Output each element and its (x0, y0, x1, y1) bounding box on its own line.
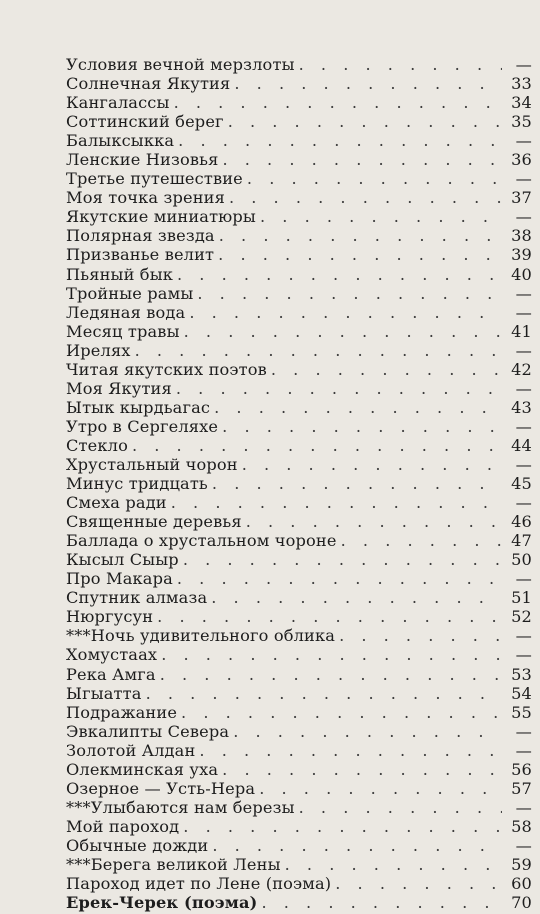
toc-entry (66, 798, 532, 817)
dot-leader (157, 607, 502, 626)
dot-leader (260, 207, 502, 226)
toc-entry-title: Кангалассы (66, 93, 170, 113)
dot-leader (181, 703, 502, 722)
toc-entry (66, 741, 532, 760)
toc-entry (66, 322, 532, 341)
toc-entry-page: — (515, 302, 532, 322)
toc-entry-page: 45 (511, 474, 532, 494)
toc-entry-title: Ирелях (66, 340, 131, 360)
toc-entry-title: Баллада о хрустальном чороне (66, 531, 337, 551)
toc-entry (66, 360, 532, 379)
toc-entry-title: Подражание (66, 702, 178, 722)
toc-entry-page: — (515, 55, 532, 74)
toc-entry (66, 893, 532, 912)
toc-entry-title: Балыксыкка (66, 131, 175, 151)
toc-entry (66, 265, 532, 284)
toc-entry (66, 550, 532, 569)
dot-leader (212, 836, 502, 855)
toc-entry-page: 42 (511, 359, 532, 379)
toc-entry-title: Хомустаах (66, 645, 158, 665)
toc-entry-page: 44 (511, 435, 532, 455)
toc-entry (66, 55, 532, 74)
toc-entry-title: Утро в Сергеляхе (66, 416, 219, 436)
dot-leader (285, 855, 502, 874)
toc-entry-page: 37 (511, 188, 532, 208)
toc-entry (66, 207, 532, 226)
toc-entry (66, 855, 532, 874)
toc-entry-title: Озерное — Усть-Нера (66, 778, 256, 798)
toc-entry-page: 43 (511, 397, 532, 417)
toc-entry (66, 245, 532, 264)
toc-entry (66, 779, 532, 798)
dot-leader (132, 436, 502, 455)
toc-entry-page: — (515, 493, 532, 513)
toc-entry-title: Ледяная вода (66, 302, 186, 322)
toc-entry-title: Эвкалипты Севера (66, 721, 230, 741)
dot-leader (171, 493, 502, 512)
toc-entry-title: Священные деревья (66, 512, 242, 532)
toc-entry-title: Моя Якутия (66, 378, 172, 398)
toc-entry (66, 607, 532, 626)
toc-entry-page: 60 (511, 874, 532, 894)
toc-entry-page: 40 (511, 264, 532, 284)
toc-entry-title: Полярная звезда (66, 226, 215, 246)
dot-leader (259, 779, 502, 798)
toc-entry-title: Олекминская уха (66, 759, 219, 779)
toc-entry-title: Золотой Алдан (66, 740, 196, 760)
toc-entry-title: Третье путешествие (66, 169, 243, 189)
dot-leader (218, 245, 502, 264)
toc-entry (66, 436, 532, 455)
toc-entry-title: Соттинский берег (66, 112, 224, 132)
toc-entry-page: 58 (511, 816, 532, 836)
toc-entry-title: Месяц травы (66, 321, 180, 341)
toc-entry-title: Тройные рамы (66, 283, 194, 303)
toc-entry-title: Обычные дожди (66, 835, 209, 855)
toc-entry-title: Моя точка зрения (66, 188, 225, 208)
toc-entry (66, 284, 532, 303)
toc-entry-title: Пароход идет по Лене (поэма) (66, 874, 332, 894)
toc-entry-page: 55 (511, 702, 532, 722)
toc-entry-page: — (515, 645, 532, 665)
dot-leader (183, 550, 502, 569)
toc-entry (66, 569, 532, 588)
dot-leader (299, 798, 502, 817)
dot-leader (199, 741, 502, 760)
dot-leader (229, 188, 502, 207)
toc-entry-page: 33 (511, 74, 532, 94)
dot-leader (222, 150, 502, 169)
toc-entry-title: ***Улыбаются нам березы (66, 797, 295, 817)
toc-entry-title: Хрустальный чорон (66, 454, 238, 474)
toc-entry-page: — (515, 454, 532, 474)
toc-entry-page: 47 (511, 531, 532, 551)
toc-entry-page: — (515, 131, 532, 151)
table-of-contents (66, 55, 532, 912)
dot-leader (212, 474, 502, 493)
toc-entry-page: 52 (511, 607, 532, 627)
toc-entry (66, 665, 532, 684)
toc-entry (66, 874, 532, 893)
dot-leader (339, 626, 502, 645)
toc-entry (66, 760, 532, 779)
toc-entry-title: Ерек-Черек (поэма) (66, 893, 258, 913)
dot-leader (242, 455, 502, 474)
toc-entry (66, 169, 532, 188)
dot-leader (160, 665, 502, 684)
toc-entry-title: Стекло (66, 435, 128, 455)
toc-entry (66, 398, 532, 417)
toc-entry-page: — (515, 169, 532, 189)
toc-entry-page: — (515, 283, 532, 303)
toc-entry-page: 53 (511, 664, 532, 684)
dot-leader (135, 341, 502, 360)
dot-leader (335, 874, 502, 893)
toc-entry-title: Река Амга (66, 664, 156, 684)
toc-entry-title: Ытык кырдьагас (66, 397, 211, 417)
dot-leader (341, 531, 502, 550)
toc-entry (66, 150, 532, 169)
toc-entry-title: Смеха ради (66, 493, 167, 513)
toc-entry-page: — (515, 340, 532, 360)
toc-entry-title: Про Макара (66, 569, 173, 589)
toc-entry-page: — (515, 797, 532, 817)
toc-entry-title: Условия вечной мерзлоты (66, 55, 295, 74)
toc-entry-title: Кысыл Сыыр (66, 550, 179, 570)
dot-leader (222, 417, 502, 436)
toc-entry (66, 226, 532, 245)
toc-entry-title: Ленские Низовья (66, 150, 219, 170)
dot-leader (161, 645, 502, 664)
toc-entry-page: 36 (511, 150, 532, 170)
toc-entry-page: — (515, 721, 532, 741)
toc-entry-page: 56 (511, 759, 532, 779)
toc-entry-title: ***Берега великой Лены (66, 854, 281, 874)
toc-entry-page: 38 (511, 226, 532, 246)
toc-entry-page: 41 (511, 321, 532, 341)
dot-leader (219, 226, 502, 245)
toc-entry-title: Читая якутских поэтов (66, 359, 267, 379)
toc-entry-page: 39 (511, 245, 532, 265)
dot-leader (214, 398, 502, 417)
dot-leader (261, 893, 502, 912)
dot-leader (247, 169, 502, 188)
dot-leader (222, 760, 502, 779)
toc-entry (66, 684, 532, 703)
toc-entry (66, 341, 532, 360)
toc-entry (66, 531, 532, 550)
toc-entry (66, 493, 532, 512)
dot-leader (211, 588, 502, 607)
dot-leader (233, 722, 502, 741)
toc-entry-page: 50 (511, 550, 532, 570)
toc-entry (66, 703, 532, 722)
toc-entry (66, 417, 532, 436)
dot-leader (178, 131, 502, 150)
dot-leader (299, 55, 502, 74)
toc-entry-page: — (515, 740, 532, 760)
toc-entry-page: — (515, 378, 532, 398)
toc-entry (66, 474, 532, 493)
toc-entry-page: 54 (511, 683, 532, 703)
dot-leader (184, 322, 502, 341)
toc-entry-title: Солнечная Якутия (66, 74, 231, 94)
toc-entry (66, 512, 532, 531)
toc-entry-page: — (515, 626, 532, 646)
toc-entry-title: Ыгыатта (66, 683, 142, 703)
toc-entry (66, 303, 532, 322)
toc-entry-page: — (515, 416, 532, 436)
toc-entry-title: Пьяный бык (66, 264, 173, 284)
toc-entry (66, 112, 532, 131)
toc-entry (66, 588, 532, 607)
toc-entry-page: 51 (511, 588, 532, 608)
toc-entry (66, 722, 532, 741)
dot-leader (234, 74, 502, 93)
toc-entry (66, 379, 532, 398)
dot-leader (271, 360, 502, 379)
dot-leader (177, 569, 502, 588)
toc-entry (66, 645, 532, 664)
toc-entry-page: 59 (511, 854, 532, 874)
toc-entry-page: — (515, 207, 532, 227)
dot-leader (189, 303, 502, 322)
toc-entry-title: Нюргусун (66, 607, 154, 627)
toc-entry (66, 455, 532, 474)
toc-entry-page: 34 (511, 93, 532, 113)
toc-entry-title: Призванье велит (66, 245, 215, 265)
toc-entry-title: Якутские миниатюры (66, 207, 256, 227)
toc-entry (66, 74, 532, 93)
dot-leader (177, 265, 502, 284)
dot-leader (183, 817, 502, 836)
toc-entry-page: 57 (511, 778, 532, 798)
dot-leader (176, 379, 502, 398)
toc-entry-page: — (515, 835, 532, 855)
toc-entry (66, 131, 532, 150)
toc-entry-page: 46 (511, 512, 532, 532)
toc-entry (66, 188, 532, 207)
toc-entry-title: Минус тридцать (66, 474, 208, 494)
toc-entry (66, 626, 532, 645)
toc-entry-page: 70 (511, 893, 532, 913)
dot-leader (146, 684, 502, 703)
dot-leader (197, 284, 502, 303)
toc-entry (66, 836, 532, 855)
toc-entry-title: Спутник алмаза (66, 588, 208, 608)
toc-entry-page: — (515, 569, 532, 589)
toc-entry (66, 817, 532, 836)
toc-entry (66, 93, 532, 112)
toc-entry-page: 35 (511, 112, 532, 132)
toc-entry-title: Мой пароход (66, 816, 180, 836)
dot-leader (174, 93, 502, 112)
toc-entry-title: ***Ночь удивительного облика (66, 626, 336, 646)
dot-leader (228, 112, 502, 131)
dot-leader (246, 512, 502, 531)
